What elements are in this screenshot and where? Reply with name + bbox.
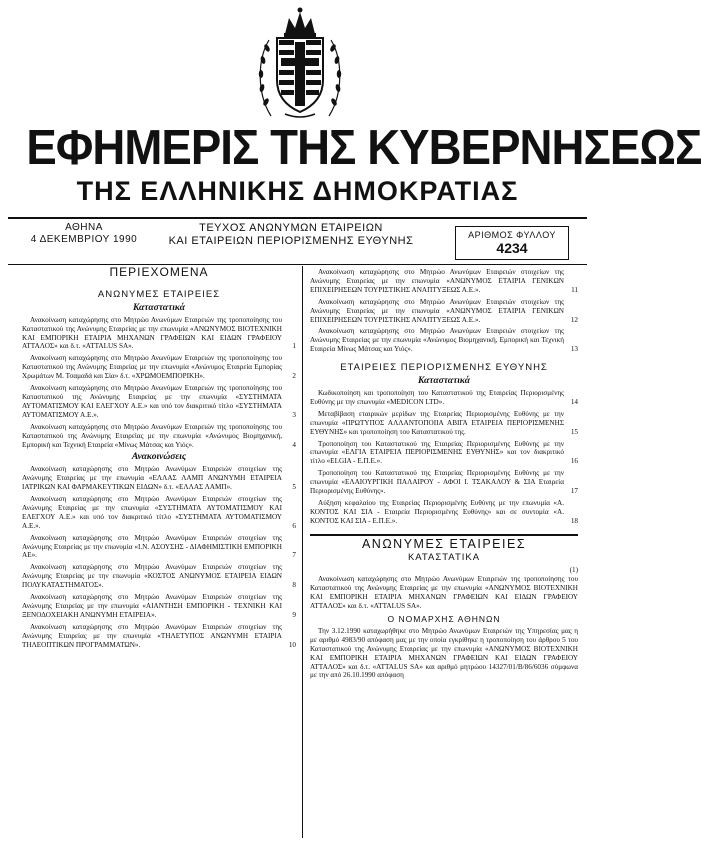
- body-section-subtitle: ΚΑΤΑΣΤΑΤΙΚΑ: [407, 551, 481, 563]
- toc-entry-page: 2: [292, 372, 296, 381]
- gazette-subtitle: ΤΗΣ ΕΛΛΗΝΙΚΗΣ ΔΗΜΟΚΡΑΤΙΑΣ: [76, 176, 519, 206]
- toc-entry-page: 13: [570, 345, 578, 354]
- toc-entry[interactable]: [22, 495, 296, 531]
- toc-entry[interactable]: [22, 563, 296, 590]
- toc-entry-page: 7: [292, 551, 296, 560]
- toc-entry-page: 12: [570, 315, 578, 324]
- toc-entry[interactable]: [22, 465, 296, 492]
- body-text: Την 3.12.1990 καταχωρήθηκε στο Μητρώο Ανωνύμων Εταιρειών της Υπηρεσίας μας η με αριθμό 4983/90 απόφαση μας με την οποία εγκρίθηκε η τροποποίηση του άρθρου 5 του Καταστατικού της Ανώνυμης Εταιρείας με την επωνυμία «ΑΝΩΝΥΜΟΣ ΒΙΟΤΕΧΝΙΚΗ ΚΑΙ ΕΜΠΟΡΙΚΗ ΕΤΑΙΡΙΑ ΜΗΧΑΝΩΝ ΓΡΑΦΕΙΩΝ ΚΑΙ ΕΙΔΩΝ ΓΡΑΦΕΙΟΥ ΑΤΤΑΛΟΣ» και δ.τ. «ATTALUS SA» και αριθμό μητρώου 14327/01/Β/86/6036 σύμφωνα με την από 26.10.1990 απόφαση: [310, 626, 578, 680]
- toc-entry-text: Αύξηση κεφαλαίου της Εταιρείας Περιορισμένης Ευθύνης με την επωνυμία «Α. ΚΟΝΤΟΣ ΚΑΙ ΣΙΑ - Εταιρεία Περιορισμένης Ευθύνης» και σε συντομία «Α. ΚΟΝΤΟΣ ΚΑΙ ΣΙΑ - Ε.Π.Ε.».: [310, 498, 564, 525]
- section-rule: [310, 534, 578, 536]
- toc-entry-page: 15: [570, 427, 578, 436]
- issue-date: 4 ΔΕΚΕΜΒΡΙΟΥ 1990: [30, 234, 138, 245]
- issue-type-line2: ΚΑΙ ΕΤΑΙΡΕΙΩΝ ΠΕΡΙΟΡΙΣΜΕΝΗΣ ΕΥΘΥΝΗΣ: [168, 235, 414, 247]
- toc-entry-page: 9: [292, 610, 296, 619]
- issue-type: [160, 222, 422, 248]
- toc-entry-page: 16: [570, 457, 578, 466]
- toc-heading: ΠΕΡΙΕΧΟΜΕΝΑ: [109, 265, 209, 279]
- toc-entry[interactable]: [310, 469, 578, 496]
- toc-entry-page: 5: [292, 483, 296, 492]
- toc-entry-text: Τροποποίηση του Καταστατικού της Εταιρείας Περιορισμένης Ευθύνης με την επωνυμία «ΕΛΑΙΟΥΡΓΙΚΗ ΠΑΛΑΙΡΟΥ - ΑΦΟΙ Ι. ΤΣΑΚΑΛΟΥ & ΣΙΑ Εταιρεία Περιορισμένης Ευθύνης».: [310, 469, 564, 496]
- toc-entry-text: Ανακοίνωση καταχώρησης στο Μητρώο Ανωνύμων Εταιρειών της τροποποίησης του Καταστατικού της Ανώνυμης Εταιρείας με την επωνυμία «Ανώνυμος Εταιρεία Εμπορίας Χρωμάτων Μ. Τσαμαδά και Σία» δ.τ. «ΧΡΩΜΟΕΜΠΟΡΙΚΗ».: [22, 354, 282, 381]
- toc-entry-page: 6: [292, 521, 296, 530]
- toc-entry[interactable]: [310, 327, 578, 354]
- toc-entry-text: Ανακοίνωση καταχώρησης στο Μητρώο Ανωνύμων Εταιρειών στοιχείων της Ανώνυμης Εταιρείας με την επωνυμία «ΕΛΛΑΣ ΛΑΜΠ ΑΝΩΝΥΜΗ ΕΤΑΙΡΕΙΑ ΙΑΤΡΙΚΩΝ ΚΑΙ ΦΑΡΜΑΚΕΥΤΙΚΩΝ ΕΙΔΩΝ» δ.τ. «ΕΛΛΑΣ ΛΑΜΠ».: [22, 465, 282, 492]
- toc-entry-text: Ανακοίνωση καταχώρησης στο Μητρώο Ανωνύμων Εταιρειών της τροποποίησης του Καταστατικού της Ανώνυμης Εταιρείας με την επωνυμία «Ανώνυμος Βιομηχανική, Εμπορική και Τεχνική Εταιρεία «Μίνως Μάτσας και Υιός».: [22, 422, 282, 449]
- toc-entry-text: Ανακοίνωση καταχώρησης στο Μητρώο Ανωνύμων Εταιρειών της τροποποίησης του Καταστατικού της Ανώνυμης Εταιρείας με την επωνυμία «ΣΥΣΤΗΜΑΤΑ ΑΥΤΟΜΑΤΙΣΜΟΥ ΚΑΙ ΕΛΕΓΧΟΥ Α.Ε.» και υπό τον διακριτικό τίτλο «ΣΥΣΤΗΜΑΤΑ ΑΥΤΟΜΑΤΙΣΜΟΥ Α.Ε.».: [22, 384, 282, 419]
- toc-entry[interactable]: [310, 268, 578, 295]
- toc-entry-text: Ανακοίνωση καταχώρησης στο Μητρώο Ανωνύμων Εταιρειών στοιχείων της Ανώνυμης Εταιρείας με την επωνυμία «ΣΥΣΤΗΜΑΤΑ ΑΥΤΟΜΑΤΙΣΜΟΥ ΚΑΙ ΕΛΕΓΧΟΥ Α.Ε.» και υπό τον διακριτικό τίτλο «ΣΥΣΤΗΜΑΤΑ ΑΥΤΟΜΑΤΙΣΜΟΥ Α.Ε.».: [22, 495, 282, 530]
- toc-entry[interactable]: [310, 499, 578, 526]
- toc-entry-text: Ανακοίνωση καταχώρησης στο Μητρώο Ανωνύμων Εταιρειών στοιχείων της Ανώνυμης Εταιρείας με την επωνυμία «ΑΝΩΝΥΜΟΣ ΕΤΑΙΡΙΑ ΓΕΝΙΚΩΝ ΕΠΙΧΕΙΡΗΣΕΩΝ ΤΟΥΡΙΣΤΙΚΗΣ ΑΝΑΠΤΥΞΕΩΣ Α.Ε.».: [310, 297, 564, 324]
- toc-section2-subtitle: Ανακοινώσεις: [131, 452, 187, 463]
- toc-entry-page: 18: [570, 516, 578, 525]
- toc-entry-page: 1: [292, 342, 296, 351]
- body-item-number: (1): [569, 566, 578, 575]
- toc-entry-text: Ανακοίνωση καταχώρησης στο Μητρώο Ανωνύμων Εταιρειών στοιχείων της Ανώνυμης Εταιρείας με την επωνυμία «ΚΟΣΤΟΣ ΑΝΩΝΥΜΟΣ ΕΤΑΙΡΕΙΑ ΕΙΔΩΝ ΠΟΛΥΚΑΤΑΣΤΗΜΑΤΟΣ».: [22, 563, 282, 590]
- toc-left-column: [22, 265, 296, 653]
- issue-type-line1: ΤΕΥΧΟΣ ΑΝΩΝΥΜΩΝ ΕΤΑΙΡΕΙΩΝ: [199, 222, 383, 234]
- coat-of-arms-emblem: [255, 4, 345, 122]
- toc-entry[interactable]: [22, 384, 296, 420]
- toc-entry-page: 10: [288, 640, 296, 649]
- toc-entry-page: 4: [292, 440, 296, 449]
- toc-entry[interactable]: [310, 440, 578, 467]
- header-rule-top: [8, 217, 587, 219]
- toc-entry[interactable]: [22, 593, 296, 620]
- issue-place-date: [28, 222, 140, 246]
- toc-entry[interactable]: [22, 423, 296, 450]
- toc-section1-subtitle: Καταστατικά: [132, 302, 186, 313]
- toc-entry[interactable]: [22, 534, 296, 561]
- right-column: [310, 268, 578, 680]
- sheet-number-box: [455, 226, 569, 260]
- toc-entry-text: Ανακοίνωση καταχώρησης στο Μητρώο Ανωνύμων Εταιρειών στοιχείων της Ανώνυμης Εταιρείας με την επωνυμία «Ι.Ν. ΑΣΟΥΣΗΣ - ΔΙΑΦΗΜΙΣΤΙΚΗ ΕΜΠΟΡΙΚΗ ΑΕ».: [22, 533, 282, 560]
- body-prefect: Ο ΝΟΜΑΡΧΗΣ ΑΘΗΝΩΝ: [387, 614, 501, 624]
- body-intro: Ανακοίνωση καταχώρησης στο Μητρώο Ανωνύμων Εταιρειών της τροποποίησης του Καταστατικού της Ανώνυμης Εταιρείας με την επωνυμία «ΑΝΩΝΥΜΟΣ ΒΙΟΤΕΧΝΙΚΗ ΚΑΙ ΕΜΠΟΡΙΚΗ ΕΤΑΙΡΙΑ ΜΗΧΑΝΩΝ ΓΡΑΦΕΙΩΝ ΚΑΙ ΕΙΔΩΝ ΓΡΑΦΕΙΟΥ ΑΤΤΑΛΟΣ» και δ.τ. «ATTALUS SA».: [310, 575, 578, 611]
- toc-entry-page: 8: [292, 581, 296, 590]
- toc-entry-text: Ανακοίνωση καταχώρησης στο Μητρώο Ανωνύμων Εταιρειών στοιχείων της Ανώνυμης Εταιρείας με την επωνυμία «ΑΙΑΝΤΗΣΗ ΕΜΠΟΡΙΚΗ - ΤΕΧΝΙΚΗ ΚΑΙ ΞΕΝΟΔΟΧΕΙΑΚΗ ΑΝΩΝΥΜΗ ΕΤΑΙΡΕΙΑ».: [22, 593, 282, 619]
- toc-entry-page: 3: [292, 410, 296, 419]
- toc-entry-text: Μεταβίβαση εταιρικών μερίδων της Εταιρείας Περιορισμένης Ευθύνης με την επωνυμία «ΠΡΩΤΥΠΟΣ ΑΛΛΑΝΤΟΠΟΙΙΑ ΑΒΙΓΑ ΕΤΑΙΡΕΙΑ ΠΕΡΙΟΡΙΣΜΕΝΗΣ ΕΥΘΥΝΗΣ» και τροποποίηση του Καταστατικού της.: [310, 409, 564, 436]
- sheet-number: 4234: [496, 240, 528, 256]
- toc-entry-text: Ανακοίνωση καταχώρησης στο Μητρώο Ανωνύμων Εταιρειών στοιχείων της Ανώνυμης Εταιρείας με την επωνυμία «ΑΝΩΝΥΜΟΣ ΕΤΑΙΡΙΑ ΓΕΝΙΚΩΝ ΕΠΙΧΕΙΡΗΣΕΩΝ ΤΟΥΡΙΣΤΙΚΗΣ ΑΝΑΠΤΥΞΕΩΣ Α.Ε.».: [310, 268, 564, 294]
- toc-entry-page: 14: [570, 397, 578, 406]
- toc-entry[interactable]: [22, 316, 296, 352]
- toc-entry-page: 17: [570, 487, 578, 496]
- toc-entry-text: Τροποποίηση του Καταστατικού της Εταιρείας Περιορισμένης Ευθύνης με την επωνυμία «ΕΛΓΙΑ ΕΤΑΙΡΕΙΑ ΠΕΡΙΟΡΙΣΜΕΝΗΣ ΕΥΘΥΝΗΣ» και τον διακριτικό τίτλο «ELGIA - Ε.Π.Ε.».: [310, 439, 564, 466]
- toc-entry-text: Ανακοίνωση καταχώρησης στο Μητρώο Ανωνύμων Εταιρειών στοιχείων της Ανώνυμης Εταιρείας με την επωνυμία «ΤΗΛΕΤΥΠΟΣ ΑΝΩΝΥΜΗ ΕΤΑΙΡΙΑ ΤΗΛΕΟΠΤΙΚΩΝ ΠΡΟΓΡΑΜΜΑΤΩΝ».: [22, 622, 282, 649]
- toc-section3-title: ΕΤΑΙΡΕΙΕΣ ΠΕΡΙΟΡΙΣΜΕΝΗΣ ΕΥΘΥΝΗΣ: [340, 362, 548, 374]
- toc-section1-title: ΑΝΩΝΥΜΕΣ ΕΤΑΙΡΕΙΕΣ: [97, 288, 221, 300]
- toc-entry[interactable]: [310, 389, 578, 407]
- toc-section3-subtitle: Καταστατικά: [417, 376, 471, 387]
- toc-entry[interactable]: [22, 354, 296, 381]
- toc-entry-text: Ανακοίνωση καταχώρησης στο Μητρώο Ανωνύμων Εταιρειών της τροποποίησης του Καταστατικού της Ανώνυμης Εταιρείας με την επωνυμία «ΑΝΩΝΥΜΟΣ ΒΙΟΤΕΧΝΙΚΗ ΚΑΙ ΕΜΠΟΡΙΚΗ ΕΤΑΙΡΙΑ ΜΗΧΑΝΩΝ ΓΡΑΦΕΙΩΝ ΚΑΙ ΕΙΔΩΝ ΓΡΑΦΕΙΟΥ ΑΤΤΑΛΟΣ» και δ.τ. «ATTALUS SA».: [22, 315, 282, 351]
- gazette-title: ΕΦΗΜΕΡΙΣ ΤΗΣ ΚΥΒΕΡΝΗΣΕΩΣ: [26, 121, 701, 175]
- toc-entry[interactable]: [310, 298, 578, 325]
- toc-entry[interactable]: [310, 410, 578, 437]
- column-divider: [302, 266, 303, 838]
- toc-entry-text: Κωδικοποίηση και τροποποίηση του Καταστατικού της Εταιρείας Περιορισμένης Ευθύνης με την επωνυμία «MEDICON LTD».: [310, 388, 564, 406]
- toc-entry-page: 11: [571, 285, 578, 294]
- issue-city: ΑΘΗΝΑ: [65, 222, 103, 233]
- body-section-title: ΑΝΩΝΥΜΕΣ ΕΤΑΙΡΕΙΕΣ: [361, 536, 527, 551]
- header-rule-bottom: [8, 264, 587, 265]
- toc-entry-text: Ανακοίνωση καταχώρησης στο Μητρώο Ανωνύμων Εταιρειών στοιχείων της Ανώνυμης Εταιρείας με την επωνυμία «Ανώνυμος Βιομηχανική, Εμπορική και Τεχνική Εταιρεία Μίνως Μάτσας και Υιός».: [310, 327, 564, 354]
- sheet-number-label: ΑΡΙΘΜΟΣ ΦΥΛΛΟΥ: [468, 230, 556, 240]
- toc-entry[interactable]: [22, 623, 296, 650]
